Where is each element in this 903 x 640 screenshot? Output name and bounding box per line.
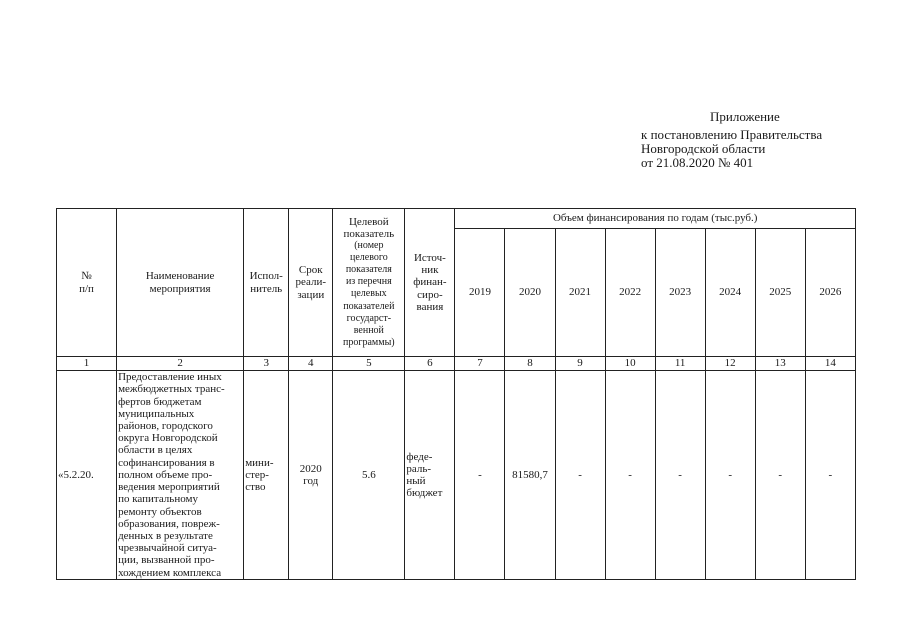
row-value-2025: - [755, 371, 805, 580]
column-number: 13 [755, 357, 805, 371]
row-activity-line: районов, городского [118, 420, 213, 433]
header-source-line: финан- [413, 276, 447, 289]
header-year-2019: 2019 [455, 229, 505, 357]
row-activity-line: ремонту объектов [118, 505, 202, 518]
row-activity-line: денных в результате [118, 529, 213, 542]
table-row [57, 371, 856, 580]
row-source-line: феде- [406, 450, 433, 463]
row-activity-line: ведения мероприятий [118, 481, 220, 494]
header-target-line: показателей [343, 300, 395, 312]
header-term-line: Срок [298, 264, 323, 277]
header-num-line: п/п [79, 282, 94, 295]
header-source-line: ник [421, 264, 439, 277]
row-activity-line: по капитальному [118, 493, 198, 506]
row-value-2020: 81580,7 [505, 371, 555, 580]
header-year-2021: 2021 [555, 229, 605, 357]
header-year-2020: 2020 [505, 229, 555, 357]
column-number: 9 [555, 357, 605, 371]
annex-line-3: от 21.08.2020 № 401 [641, 155, 754, 170]
header-term-line: зации [297, 288, 325, 301]
row-activity-line: хождением комплекса [118, 566, 222, 579]
row-activity-line: области в целях [118, 444, 193, 457]
header-num-line: № [81, 270, 92, 283]
header-year-2026: 2026 [805, 229, 855, 357]
financing-table [56, 208, 856, 580]
column-number: 8 [505, 357, 555, 371]
header-name [117, 209, 244, 357]
column-number: 12 [705, 357, 755, 371]
header-target-line: (номер [354, 239, 384, 251]
annex-line-1: к постановлению Правительства [641, 127, 823, 142]
row-target: 5.6 [333, 371, 405, 580]
header-year-2022: 2022 [605, 229, 655, 357]
header-name-line: мероприятия [149, 282, 211, 295]
header-term [289, 209, 333, 357]
row-activity-line: полном объеме про- [118, 468, 213, 481]
annex-header [641, 110, 822, 170]
row-activity-line: ции, вызванной про- [118, 554, 215, 567]
column-number: 2 [117, 357, 244, 371]
row-source-line: раль- [406, 462, 432, 475]
row-activity-line: фертов бюджетам [118, 395, 202, 408]
row-activity-line: образования, повреж- [118, 517, 220, 530]
row-term-line: год [303, 475, 319, 487]
column-number: 6 [405, 357, 455, 371]
row-activity-line: софинансирования в [118, 456, 215, 469]
header-executor [244, 209, 289, 357]
header-financing: Объем финансирования по годам (тыс.руб.) [455, 209, 856, 229]
row-activity-name [117, 371, 244, 580]
header-source-line: сиро- [417, 288, 443, 301]
column-number: 5 [333, 357, 405, 371]
row-value-2019: - [455, 371, 505, 580]
header-target-line: Целевой [348, 215, 389, 228]
header-year-2023: 2023 [655, 229, 705, 357]
row-activity-line: чрезвычайной ситуа- [118, 542, 217, 555]
header-source-line: Источ- [413, 251, 446, 264]
header-target-line: программы) [343, 337, 395, 349]
row-activity-line: округа Новгородской [118, 432, 218, 445]
header-target-line: из перечня [345, 276, 392, 288]
row-term-line: 2020 [299, 462, 322, 475]
row-term [289, 371, 333, 580]
header-target-line: венной [353, 325, 384, 336]
column-number: 4 [289, 357, 333, 371]
row-source-line: ный [406, 475, 426, 487]
row-num: «5.2.20. [57, 371, 117, 580]
row-source-line: бюджет [406, 487, 443, 500]
row-executor-line: стер- [245, 468, 269, 481]
row-activity-line: Предоставление иных [118, 371, 222, 384]
header-name-line: Наименование [145, 270, 215, 283]
header-year-2024: 2024 [705, 229, 755, 357]
row-value-2021: - [555, 371, 605, 580]
row-value-2023: - [655, 371, 705, 580]
row-activity-line: межбюджетных транс- [118, 383, 225, 396]
header-year-2025: 2025 [755, 229, 805, 357]
row-activity-line: муниципальных [118, 407, 195, 420]
header-num [57, 209, 117, 357]
row-source [405, 371, 455, 580]
header-target-line: целевых [351, 288, 387, 300]
row-value-2022: - [605, 371, 655, 580]
row-executor [244, 371, 289, 580]
column-number-row [57, 357, 856, 371]
header-target-line: государст- [346, 312, 392, 324]
header-target-line: показатель [343, 227, 395, 240]
column-number: 14 [805, 357, 855, 371]
header-executor-line: Испол- [249, 270, 283, 283]
column-number: 7 [455, 357, 505, 371]
row-executor-line: мини- [245, 456, 274, 469]
row-value-2026: - [805, 371, 855, 580]
header-target [333, 209, 405, 357]
header-term-line: реали- [295, 276, 327, 289]
annex-title: Приложение [710, 109, 780, 124]
header-source-line: вания [416, 300, 444, 313]
header-target-line: показателя [345, 263, 392, 275]
column-number: 10 [605, 357, 655, 371]
header-executor-line: нитель [250, 282, 283, 295]
column-number: 1 [57, 357, 117, 371]
column-number: 11 [655, 357, 705, 371]
column-number: 3 [244, 357, 289, 371]
header-target-line: целевого [349, 251, 388, 263]
row-executor-line: ство [245, 481, 266, 494]
row-value-2024: - [705, 371, 755, 580]
annex-line-2: Новгородской области [641, 141, 766, 156]
header-source [405, 209, 455, 357]
